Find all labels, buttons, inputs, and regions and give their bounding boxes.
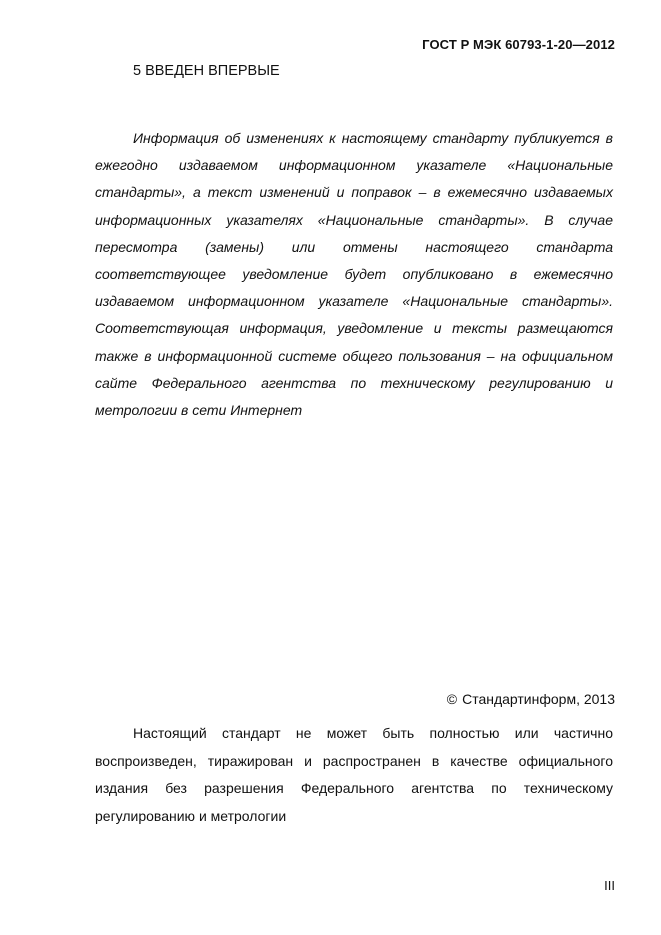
copyright-text: Стандартинформ, 2013 [462, 691, 615, 707]
copyright-symbol: © [446, 691, 458, 707]
reproduction-notice-paragraph: Настоящий стандарт не может быть полностью или частично воспроизведен, тиражирован и распространен в качестве официального издания без разрешения Федерального агентства по техническому регулированию и метрологии [95, 725, 613, 824]
amendments-information-paragraph: Информация об изменениях к настоящему стандарту публикуется в ежегодно издаваемом информационном указателе «Национальные стандарты», а текст изменений и поправок – в ежемесячно издаваемых информационных указателях «Национальные стандарты». В случае пересмотра (замены) или отмены настоящего стандарта соответствующее уведомление будет опубликовано в ежемесячно издаваемом информационном указателе «Национальные стандарты». Соответствующая информация, уведомление и тексты размещаются также в информационной системе общего пользования – на официальном сайте Федерального агентства по техническому регулированию и метрологии в сети Интернет [95, 130, 613, 419]
copyright-line [447, 691, 615, 707]
intro-item-5: 5 ВВЕДЕН ВПЕРВЫЕ [133, 63, 280, 79]
page-number: III [604, 878, 615, 893]
standard-code-header: ГОСТ Р МЭК 60793-1-20—2012 [422, 37, 615, 52]
